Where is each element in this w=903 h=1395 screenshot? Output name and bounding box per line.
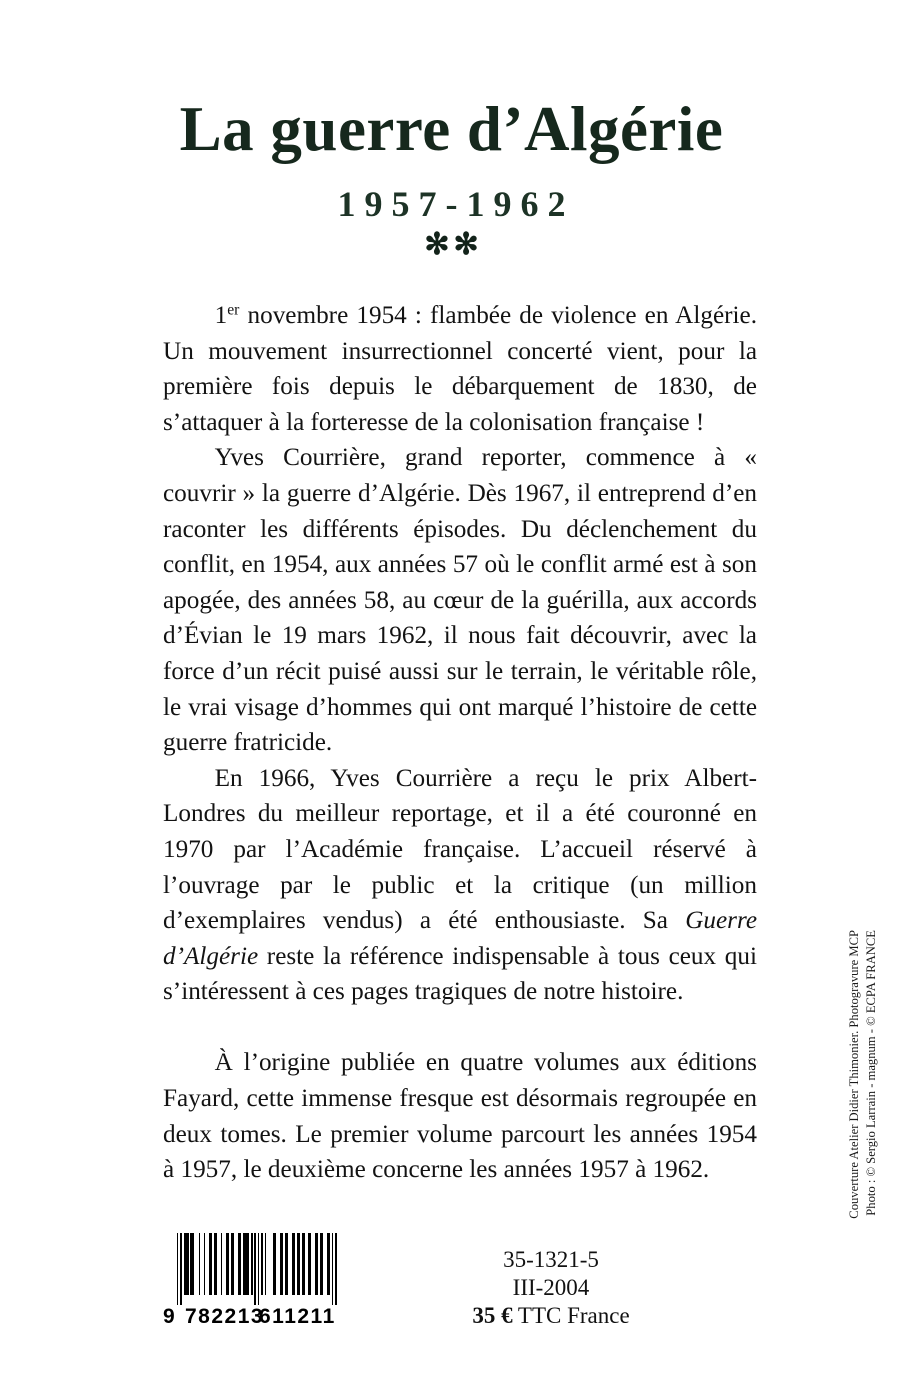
title-block: [0, 96, 903, 261]
volume-asterisks: ✻✻: [424, 228, 483, 262]
barcode-block: [163, 1233, 343, 1331]
blurb-paragraph-1: [163, 298, 757, 440]
paragraph-lead-superscript: er: [227, 301, 240, 319]
isbn-code: 35-1321-5: [503, 1247, 599, 1272]
price-amount: 35 €: [472, 1303, 513, 1328]
referenced-work-title: Guerre d’Algérie: [163, 907, 757, 970]
barcode-right-group: 611211: [259, 1305, 336, 1328]
credit-line-photo: Photo : © Sergio Larrain - magnum - © ECPA FRANCE: [863, 930, 878, 1216]
barcode-left-group: 782213: [185, 1305, 265, 1328]
blurb-paragraph-2: Yves Courrière, grand reporter, commence à « couvrir » la guerre d’Algérie. Dès 1967, il entreprend d’en raconter les différents épisodes. Du déclenchement du conflit, en 1954, aux années 57 où le conflit armé est à son apogée, des années 58, au cœur de la guérilla, aux accords d’Évian le 19 mars 1962, il nous fait découvrir, avec la force d’un récit puisé aussi sur le terrain, le véritable rôle, le vrai visage d’hommes qui ont marqué l’histoire de cette guerre fratricide.: [163, 444, 757, 757]
barcode-lead-digit: 9: [163, 1305, 177, 1328]
paragraph-3-part-a: En 1966, Yves Courrière a reçu le prix Albert-Londres du meilleur reportage, et il a été couronné en 1970 par l’Académie française. L’accueil réservé à l’ouvrage par le public et la critique (un million d’exemplaires vendus) a été enthousiaste. Sa: [163, 764, 757, 935]
barcode-digits: [163, 1305, 343, 1331]
blurb-paragraph-3: [163, 761, 757, 1010]
credit-line-cover: Couverture Atelier Didier Thimonier. Photogravure MCP: [847, 930, 861, 1219]
paragraph-1-body: novembre 1954 : flambée de violence en Algérie. Un mouvement insurrectionnel concerté vient, pour la première fois depuis le débarquement de 1830, de s’attaquer à la forteresse de la colonisation française !: [163, 302, 757, 436]
price-suffix: TTC France: [517, 1303, 630, 1328]
price-line: [401, 1302, 701, 1330]
cover-credits: [846, 930, 879, 1330]
paragraph-3-part-b: reste la référence indispensable à tous ceux qui s’intéressent à ces pages tragiques de notre histoire.: [163, 942, 757, 1006]
title-years: 1957-1962: [337, 183, 575, 224]
edition-code: III-2004: [512, 1275, 590, 1300]
blurb-text: [163, 298, 757, 1188]
footer-block: [163, 1233, 763, 1343]
isbn-price-block: [401, 1246, 701, 1330]
blurb-paragraph-4: À l’origine publiée en quatre volumes aux éditions Fayard, cette immense fresque est désormais regroupée en deux tomes. Le premier volume parcourt les années 1954 à 1957, le deuxième concerne les années 1957 à 1962.: [163, 1049, 757, 1184]
barcode-image: [177, 1233, 337, 1305]
paragraph-lead-number: 1: [214, 302, 228, 329]
page-title: La guerre d’Algérie: [179, 94, 724, 164]
